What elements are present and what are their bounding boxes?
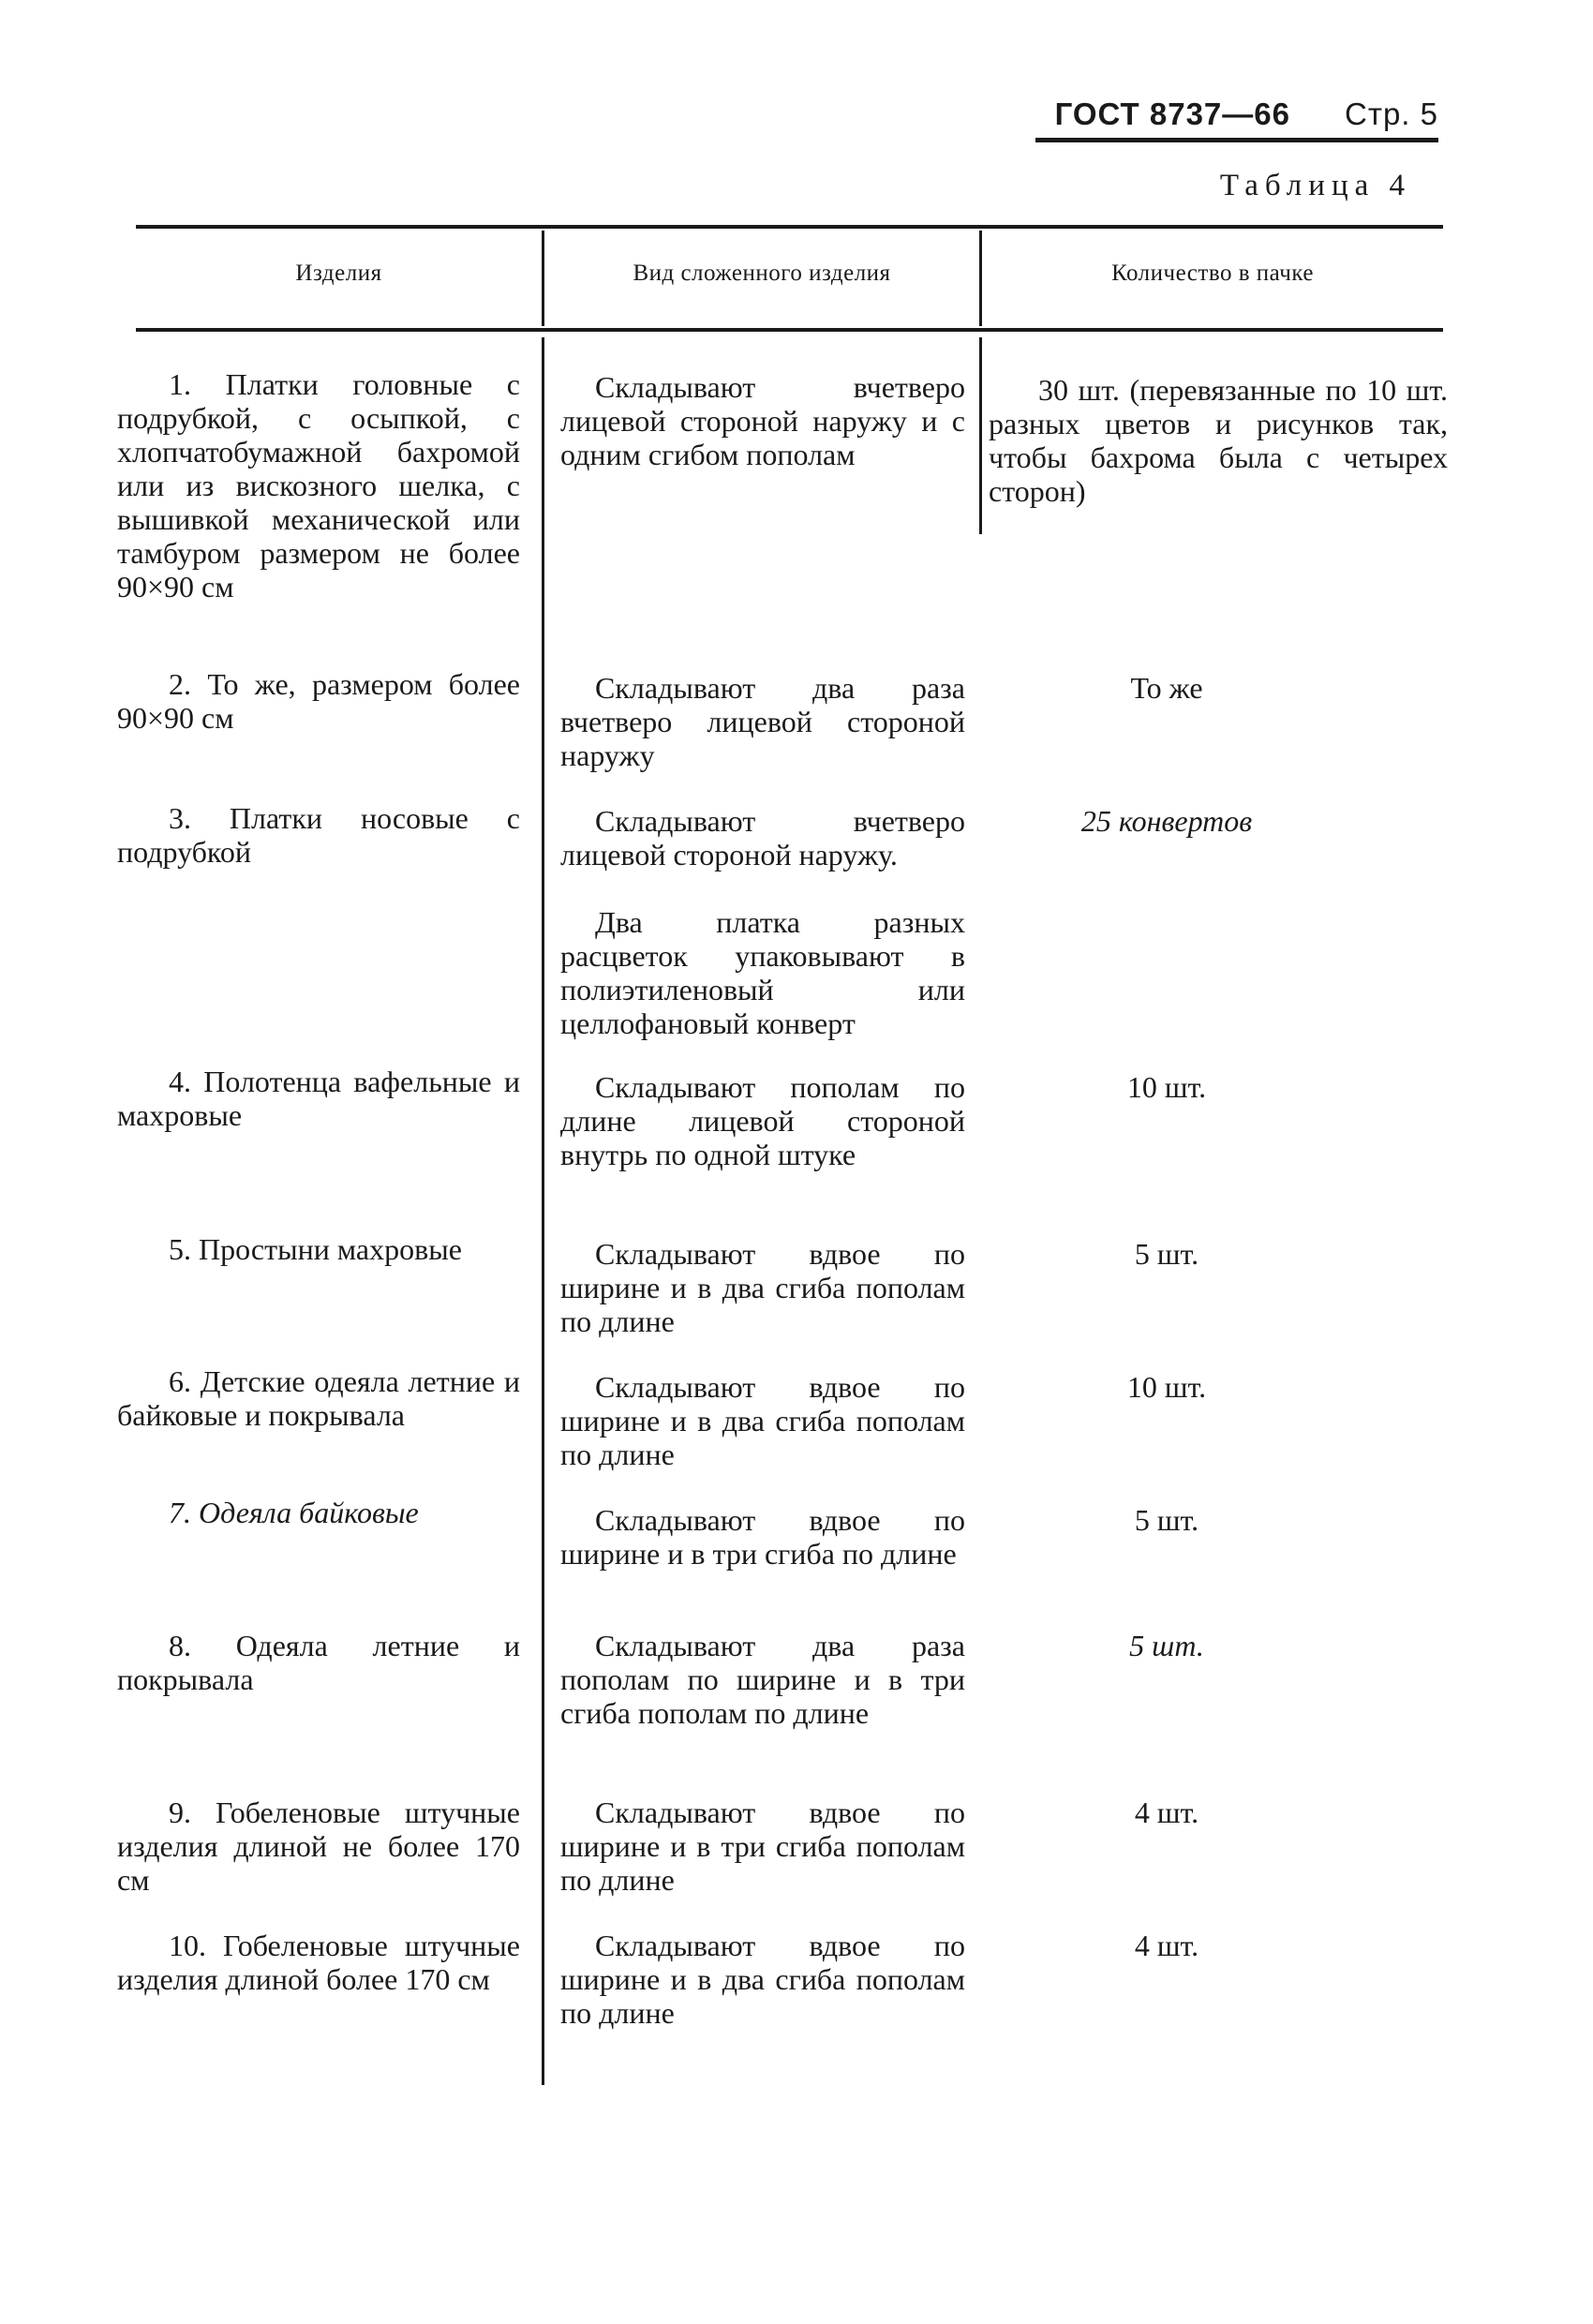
table-cell-fold: Складывают вдвое по ширине и в три сгиба по длине — [560, 1503, 965, 1571]
table-cell-product: 4. Полотенца вафельные и махровые — [117, 1065, 520, 1132]
table-cell-product: 8. Одеяла летние и покрывала — [117, 1629, 520, 1696]
document-code: ГОСТ 8737—66 — [1054, 97, 1290, 131]
table-cell-fold: Складывают вдвое по ширине и в три сгиба пополам по длине — [560, 1795, 965, 1897]
table-cell-quantity: 4 шт. — [1134, 1795, 1199, 1829]
table-header-rule — [136, 328, 1443, 332]
table-cell-quantity: 4 шт. — [1134, 1929, 1199, 1962]
table-cell-quantity: 5 шт. — [1134, 1503, 1199, 1537]
table-cell-product: 1. Платки головные с подрубкой, с осыпкой, с хлопчатобумажной бахромой или из вискозного шелка, с вышивкой механической или тамбуром размером не более 90×90 см — [117, 367, 520, 603]
table-cell-quantity: 10 шт. — [1126, 1070, 1207, 1104]
table-cell-product: 6. Детские одеяла летние и байковые и покрывала — [117, 1364, 520, 1432]
table-cell-product: 5. Простыни махровые — [169, 1232, 462, 1266]
table-cell-fold: Складывают два раза вчетверо лицевой стороной наружу — [560, 671, 965, 772]
table-cell-product: 10. Гобеленовые штучные изделия длиной более 170 см — [117, 1929, 520, 1996]
table-cell-fold: Складывают вчетверо лицевой стороной наружу. — [560, 804, 965, 872]
table-top-rule — [136, 225, 1443, 229]
page-number: Стр. 5 — [1345, 97, 1438, 131]
table-cell-fold: Складывают вдвое по ширине и в два сгиба пополам по длине — [560, 1370, 965, 1471]
table-cell-product: 7. Одеяла байковые — [169, 1496, 419, 1529]
column-header-fold-type: Вид сложенного изделия — [633, 261, 891, 286]
column-divider — [979, 337, 982, 534]
table-cell-fold: Складывают вчетверо лицевой стороной наружу и с одним сгибом пополам — [560, 370, 965, 471]
table-cell-product: 9. Гобеленовые штучные изделия длиной не более 170 см — [117, 1795, 520, 1897]
table-cell-quantity: То же — [1130, 671, 1203, 705]
table-cell-product: 2. То же, размером более 90×90 см — [117, 667, 520, 735]
column-header-products: Изделия — [295, 261, 382, 286]
table-cell-fold-note: Два платка разных расцветок упаковывают в полиэтиленовый или целлофановый конверт — [560, 905, 965, 1040]
table-cell-quantity: 5 шт. — [1129, 1629, 1204, 1662]
table-cell-quantity: 25 конвертов — [1080, 804, 1253, 838]
table-title: Таблица 4 — [1219, 169, 1411, 202]
table-cell-fold: Складывают вдвое по ширине и в два сгиба пополам по длине — [560, 1929, 965, 2030]
column-divider — [542, 337, 544, 2085]
table-cell-fold: Складывают два раза пополам по ширине и в три сгиба пополам по длине — [560, 1629, 965, 1730]
column-header-quantity: Количество в пачке — [1111, 261, 1314, 286]
table-cell-fold: Складывают вдвое по ширине и в два сгиба пополам по длине — [560, 1237, 965, 1338]
page-header — [1035, 86, 1438, 142]
table-cell-fold: Складывают пополам по длине лицевой стороной внутрь по одной штуке — [560, 1070, 965, 1171]
table-cell-quantity: 30 шт. (перевязанные по 10 шт. разных цветов и рисунков так, чтобы бахрома была с четырех сторон) — [989, 373, 1448, 508]
table-cell-product: 3. Платки носовые с подрубкой — [117, 801, 520, 869]
table-cell-quantity: 5 шт. — [1134, 1237, 1199, 1271]
table-cell-quantity: 10 шт. — [1126, 1370, 1207, 1404]
